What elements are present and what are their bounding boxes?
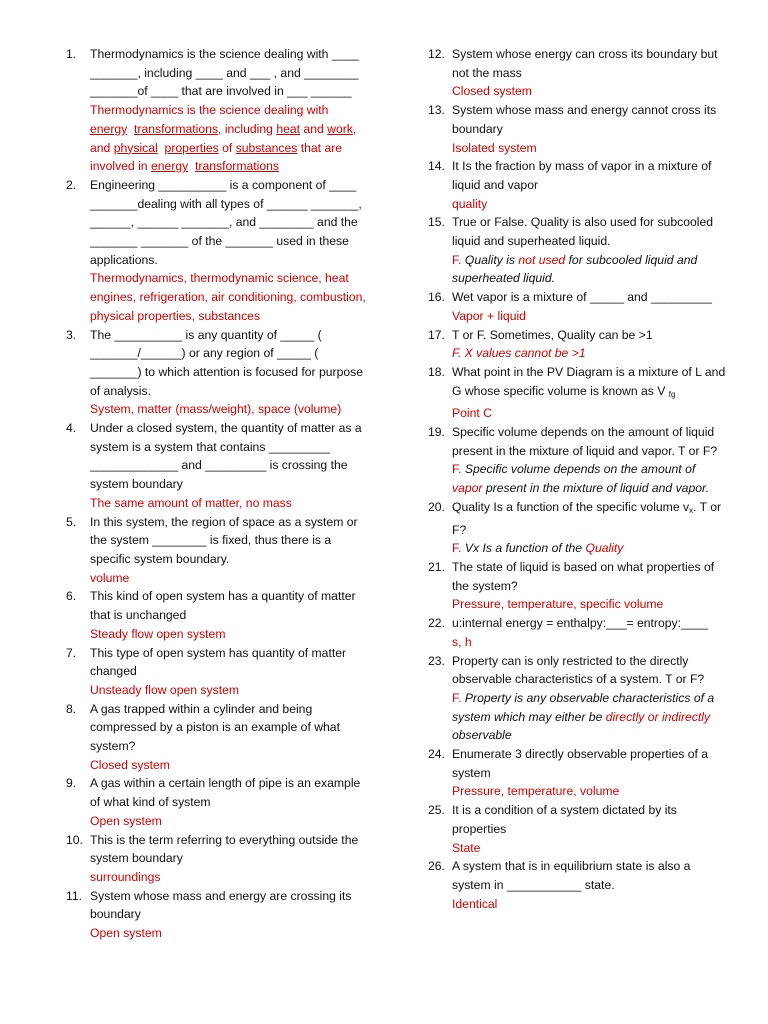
question-3 bbox=[66, 326, 366, 420]
question-number: 15. bbox=[428, 215, 445, 230]
question-text: System whose energy can cross its boundary but not the mass bbox=[452, 47, 718, 80]
question-text: Thermodynamics is the science dealing with ____ _______, including ____ and ___ , and ________ _______of ____ that are involved in ___ ______ bbox=[90, 47, 359, 99]
answer-text: Open system bbox=[90, 813, 162, 828]
left-column bbox=[66, 45, 366, 943]
answer-text: Pressure, temperature, specific volume bbox=[452, 597, 664, 612]
question-18 bbox=[428, 363, 728, 423]
question-number: 24. bbox=[428, 747, 445, 762]
question-19 bbox=[428, 423, 728, 498]
question-number: 13. bbox=[428, 103, 445, 118]
question-17 bbox=[428, 326, 728, 363]
question-8 bbox=[66, 700, 366, 775]
question-4 bbox=[66, 419, 366, 513]
question-number: 11. bbox=[66, 888, 83, 903]
question-number: 17. bbox=[428, 327, 445, 342]
answer-text: Point C bbox=[452, 406, 492, 421]
question-text: Property can is only restricted to the directly observable characteristics of a system. T or F? bbox=[452, 653, 705, 687]
answer-text: Thermodynamics, thermodynamic science, heat engines, refrigeration, air conditioning, combustion, physical properties, substances bbox=[90, 271, 366, 323]
answer-text: surroundings bbox=[90, 869, 161, 884]
question-20 bbox=[428, 498, 728, 558]
answer-text: F. X values cannot be >1 bbox=[452, 346, 586, 361]
question-number: 2. bbox=[66, 177, 77, 192]
question-text: Enumerate 3 directly observable properties of a system bbox=[452, 747, 709, 780]
question-22 bbox=[428, 614, 728, 651]
question-number: 22. bbox=[428, 616, 445, 631]
answer-text: System, matter (mass/weight), space (volume) bbox=[90, 402, 342, 417]
answer-text: State bbox=[452, 840, 481, 855]
question-15 bbox=[428, 213, 728, 288]
question-text: Quality Is a function of the specific volume $v_x$. T or F? bbox=[452, 499, 722, 537]
question-number: 1. bbox=[66, 47, 77, 61]
question-number: 6. bbox=[66, 589, 77, 604]
answer-text: F. Property is any observable characteristics of a system which may either be directly or indirectly observable bbox=[452, 690, 715, 743]
question-26 bbox=[428, 857, 728, 913]
question-14 bbox=[428, 157, 728, 213]
answer-text: volume bbox=[90, 570, 130, 585]
question-25 bbox=[428, 801, 728, 857]
answer-text: Thermodynamics is the science dealing with energy transformations, including heat and work, and physical properties of substances that are involved in energy transformations bbox=[90, 103, 357, 174]
question-number: 16. bbox=[428, 290, 445, 305]
answer-text: Vapor + liquid bbox=[452, 308, 526, 323]
question-number: 19. bbox=[428, 425, 445, 440]
right-column bbox=[428, 45, 728, 913]
question-text: This type of open system has quantity of matter changed bbox=[90, 645, 347, 679]
question-text: System whose mass and energy cannot cross its boundary bbox=[452, 103, 717, 136]
question-text: It is a condition of a system dictated by its properties bbox=[452, 803, 677, 836]
question-text: A gas within a certain length of pipe is an example of what kind of system bbox=[90, 776, 361, 810]
question-text: In this system, the region of space as a system or the system ________ is fixed, thus there is a specific system boundary. bbox=[90, 514, 358, 566]
question-21 bbox=[428, 558, 728, 614]
question-16 bbox=[428, 288, 728, 325]
question-text: Engineering __________ is a component of ____ _______dealing with all types of ______ _______, ______, ______ _______, and ________ and the _______ _______ of the _______ used in these applications. bbox=[90, 177, 362, 267]
question-number: 18. bbox=[428, 364, 445, 379]
question-number: 7. bbox=[66, 645, 77, 660]
question-text: True or False. Quality is also used for subcooled liquid and superheated liquid. bbox=[452, 215, 714, 249]
question-number: 21. bbox=[428, 559, 445, 574]
question-number: 12. bbox=[428, 47, 445, 61]
question-13 bbox=[428, 101, 728, 157]
question-number: 4. bbox=[66, 421, 77, 436]
question-text: T or F. Sometimes, Quality can be >1 bbox=[452, 327, 653, 342]
answer-text: quality bbox=[452, 196, 488, 211]
question-11 bbox=[66, 887, 366, 943]
answer-text: F. Specific volume depends on the amount of vapor present in the mixture of liquid and vapor. bbox=[452, 462, 709, 496]
question-number: 23. bbox=[428, 653, 445, 668]
question-text: u:internal energy = enthalpy:___= entropy:____ bbox=[452, 616, 709, 631]
answer-text: F. Quality is not used for subcooled liquid and superheated liquid. bbox=[452, 252, 698, 286]
question-23 bbox=[428, 652, 728, 746]
question-text: This is the term referring to everything outside the system boundary bbox=[90, 832, 359, 866]
answer-text: Open system bbox=[90, 926, 162, 941]
answer-text: The same amount of matter, no mass bbox=[90, 495, 292, 510]
question-text: A gas trapped within a cylinder and being compressed by a piston is an example of what system? bbox=[90, 701, 340, 754]
question-text: System whose mass and energy are crossing its boundary bbox=[90, 888, 352, 922]
question-12 bbox=[428, 45, 728, 101]
answer-text: Isolated system bbox=[452, 140, 537, 155]
question-number: 25. bbox=[428, 803, 445, 818]
question-text: Under a closed system, the quantity of matter as a system is a system that contains _________ _____________ and _________ is crossing the system boundary bbox=[90, 421, 362, 492]
answer-text: Identical bbox=[452, 896, 498, 911]
answer-text: Closed system bbox=[90, 757, 170, 772]
question-number: 14. bbox=[428, 159, 445, 174]
question-number: 20. bbox=[428, 499, 445, 514]
question-text: Wet vapor is a mixture of _____ and _________ bbox=[452, 290, 712, 305]
answer-text: Closed system bbox=[452, 84, 532, 99]
question-5 bbox=[66, 513, 366, 588]
answer-text: Pressure, temperature, volume bbox=[452, 784, 620, 799]
question-text: What point in the PV Diagram is a mixture of L and G whose specific volume is known as V $_{fg}$ bbox=[452, 364, 726, 399]
question-1 bbox=[66, 45, 366, 176]
question-number: 3. bbox=[66, 327, 77, 342]
question-text: This kind of open system has a quantity of matter that is unchanged bbox=[90, 589, 356, 623]
question-number: 8. bbox=[66, 701, 77, 716]
answer-text: F. Vx Is a function of the Quality bbox=[452, 541, 624, 556]
question-text: The state of liquid is based on what properties of the system? bbox=[452, 559, 715, 593]
question-text: The __________ is any quantity of _____ ( _______/______) or any region of _____ ( _______) to which attention is focused for purpose of analysis. bbox=[90, 327, 364, 398]
question-9 bbox=[66, 774, 366, 830]
question-number: 9. bbox=[66, 776, 77, 791]
question-number: 5. bbox=[66, 514, 77, 529]
answer-text: Steady flow open system bbox=[90, 626, 226, 641]
question-24 bbox=[428, 745, 728, 801]
question-7 bbox=[66, 644, 366, 700]
question-number: 10. bbox=[66, 832, 83, 847]
question-text: A system that is in equilibrium state is also a system in ___________ state. bbox=[452, 859, 691, 892]
question-text: Specific volume depends on the amount of liquid present in the mixture of liquid and vapor. T or F? bbox=[452, 425, 718, 458]
answer-text: s, h bbox=[452, 634, 472, 649]
question-10 bbox=[66, 831, 366, 887]
question-6 bbox=[66, 587, 366, 643]
question-number: 26. bbox=[428, 859, 445, 874]
answer-text: Unsteady flow open system bbox=[90, 682, 240, 697]
question-text: It Is the fraction by mass of vapor in a mixture of liquid and vapor bbox=[452, 159, 712, 192]
question-2 bbox=[66, 176, 366, 326]
